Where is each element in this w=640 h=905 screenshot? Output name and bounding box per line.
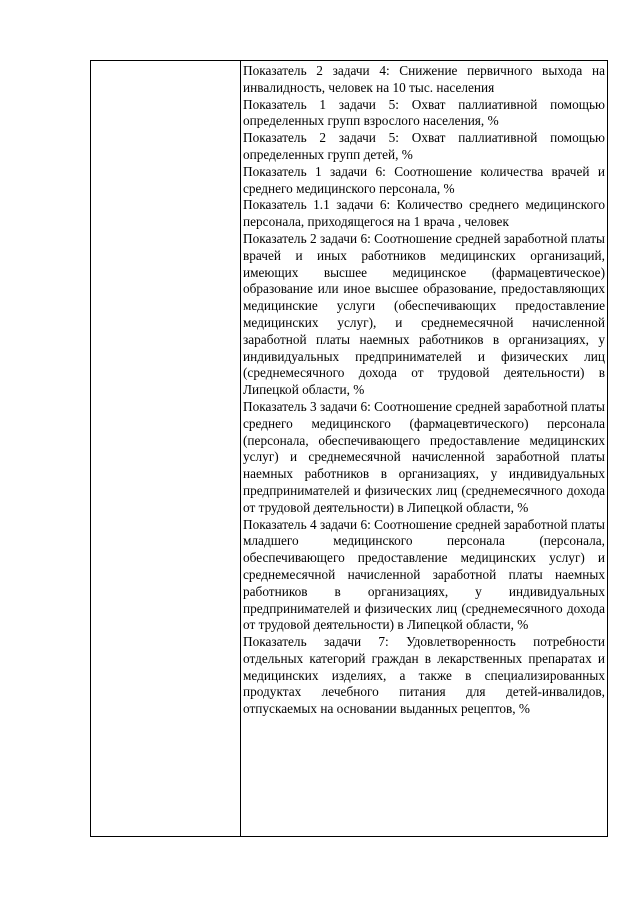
indicator-2-task-4: Показатель 2 задачи 4: Снижение первичного выхода на инвалидность, человек на 10 тыс. населения (243, 63, 605, 95)
indicators-table (90, 60, 608, 837)
indicator-3-task-6: Показатель 3 задачи 6: Соотношение средней заработной платы среднего медицинского (фармацевтического) персонала (персонала, обеспечивающего предоставление медицинских услуг) и среднемесячной начисленной заработной платы наемных работников в организациях, у индивидуальных предпринимателей и физических лиц (среднемесячного дохода от трудовой деятельности) в Липецкой области, % (243, 398, 605, 515)
indicator-4-task-6: Показатель 4 задачи 6: Соотношение средней заработной платы младшего медицинского персонала (персонала, обеспечивающего предоставление медицинских услуг) и среднемесячной начисленной заработной платы наемных работников в организациях, у индивидуальных предпринимателей и физических лиц (среднемесячного дохода от трудовой деятельности) в Липецкой области, % (243, 516, 605, 633)
table-right-cell (241, 61, 607, 836)
indicator-2-task-5: Показатель 2 задачи 5: Охват паллиативной помощью определенных групп детей, % (243, 130, 605, 162)
indicator-2-task-6: Показатель 2 задачи 6: Соотношение средней заработной платы врачей и иных работников медицинских организаций, имеющих высшее медицинское (фармацевтическое) образование или иное высшее образование, предоставляющих медицинские услуги (обеспечивающих предоставление медицинских услуг), и среднемесячной начисленной заработной платы наемных работников в организациях, у индивидуальных предпринимателей и физических лиц (среднемесячного дохода от трудовой деятельности) в Липецкой области, % (243, 230, 605, 398)
indicator-1-task-5: Показатель 1 задачи 5: Охват паллиативной помощью определенных групп взрослого населения, % (243, 96, 605, 129)
table-left-cell (91, 61, 241, 836)
indicator-1-1-task-6: Показатель 1.1 задачи 6: Количество среднего медицинского персонала, приходящегося на 1 врача , человек (243, 197, 605, 230)
indicator-task-7: Показатель задачи 7: Удовлетворенность потребности отдельных категорий граждан в лекарственных препаратах и медицинских изделиях, а также в специализированных продуктах лечебного питания для детей-инвалидов, отпускаемых на основании выданных рецептов, % (243, 634, 605, 717)
indicator-1-task-6: Показатель 1 задачи 6: Соотношение количества врачей и среднего медицинского персонала, % (243, 163, 605, 196)
